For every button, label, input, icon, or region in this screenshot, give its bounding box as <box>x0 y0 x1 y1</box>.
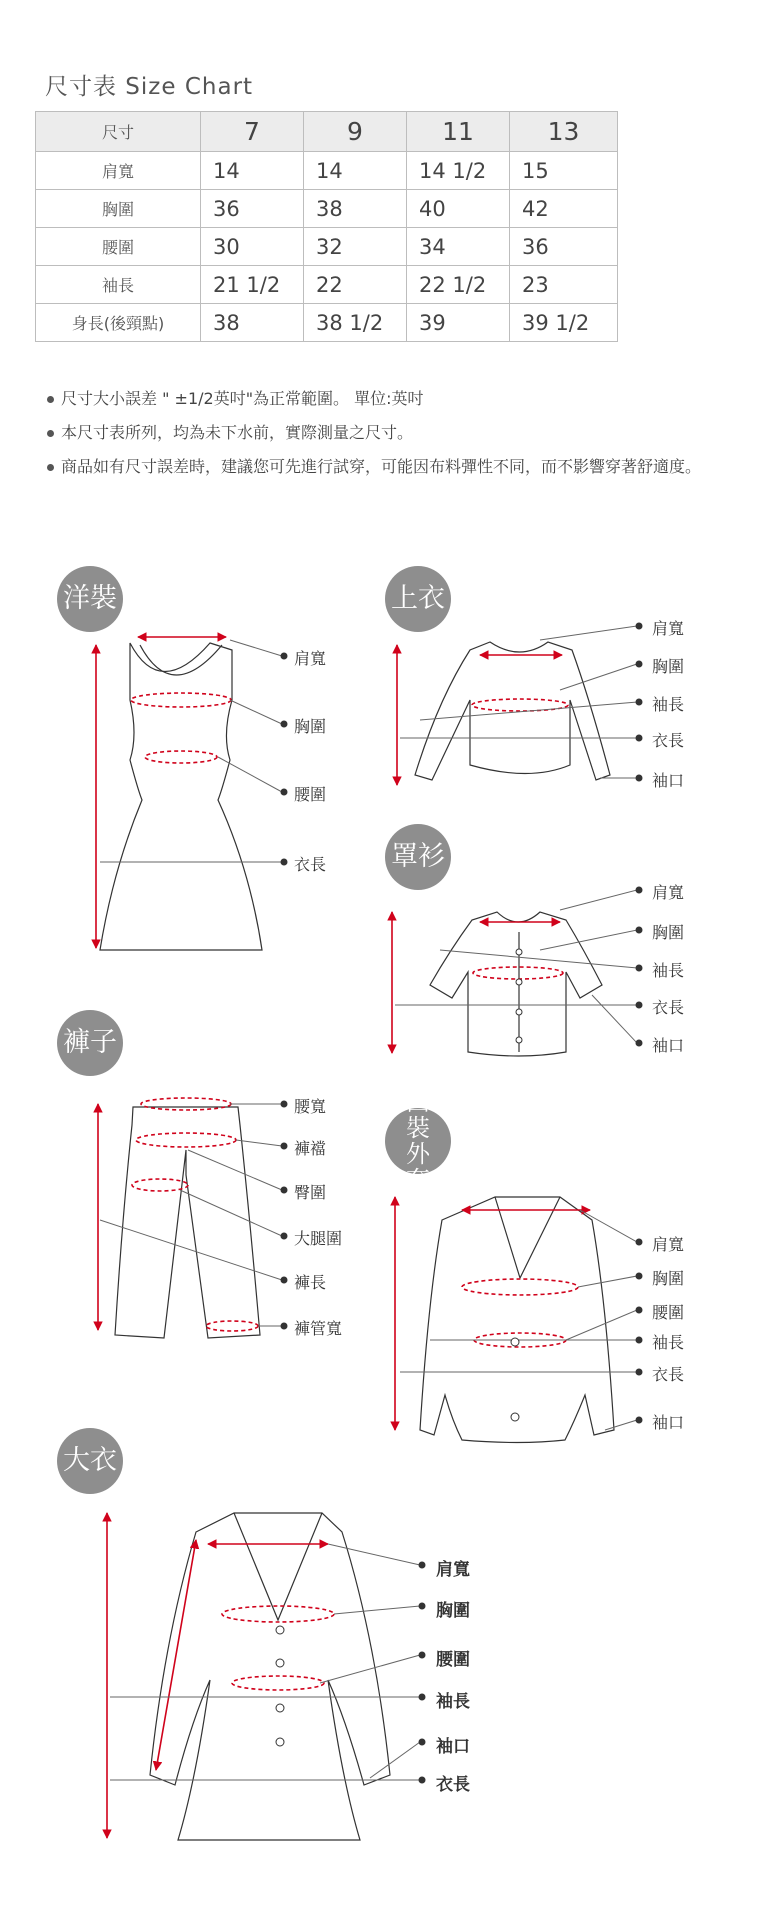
table-cell: 14 1/2 <box>407 152 510 190</box>
row-label: 身長(後頸點) <box>36 304 201 342</box>
suit-label: 袖口 <box>652 1413 685 1432</box>
suit-label: 袖長 <box>652 1333 685 1352</box>
top-label: 肩寬 <box>652 619 685 638</box>
table-cell: 23 <box>510 266 618 304</box>
coat-label: 胸圍 <box>436 1601 470 1621</box>
top-label: 胸圍 <box>652 657 685 676</box>
dress-label: 衣長 <box>294 855 327 874</box>
blouse-badge: 罩衫 <box>385 824 451 890</box>
table-cell: 40 <box>407 190 510 228</box>
suit-label: 衣長 <box>652 1365 685 1384</box>
blouse-outline <box>430 912 602 1056</box>
table-cell: 38 <box>304 190 407 228</box>
suit-label: 胸圍 <box>652 1269 685 1288</box>
pants-label: 腰寬 <box>294 1097 327 1116</box>
pants-label: 褲管寬 <box>294 1319 343 1338</box>
suit-label: 肩寬 <box>652 1235 685 1254</box>
row-label: 肩寬 <box>36 152 201 190</box>
top-label: 袖長 <box>652 695 685 714</box>
suit-outline <box>420 1197 614 1443</box>
table-cell: 14 <box>304 152 407 190</box>
header-cell: 7 <box>201 112 304 152</box>
table-cell: 39 1/2 <box>510 304 618 342</box>
top-label: 袖口 <box>652 771 685 790</box>
top-badge: 上衣 <box>385 566 451 632</box>
table-cell: 32 <box>304 228 407 266</box>
header-cell: 尺寸 <box>36 112 201 152</box>
coat-label: 肩寬 <box>436 1560 470 1580</box>
note-item: 商品如有尺寸誤差時，建議您可先進行試穿，可能因布料彈性不同，而不影響穿著舒適度。 <box>45 456 725 478</box>
coat-label: 袖口 <box>436 1737 470 1757</box>
row-label: 胸圍 <box>36 190 201 228</box>
blouse-label: 衣長 <box>652 998 685 1017</box>
note-item: 本尺寸表所列，均為未下水前，實際測量之尺寸。 <box>45 422 725 444</box>
dress-label: 肩寬 <box>294 649 327 668</box>
table-cell: 38 <box>201 304 304 342</box>
suit-badge: 西裝外套 <box>385 1108 451 1174</box>
row-label: 腰圍 <box>36 228 201 266</box>
coat-label: 衣長 <box>436 1775 470 1795</box>
table-cell: 22 <box>304 266 407 304</box>
table-cell: 36 <box>201 190 304 228</box>
dress-label: 腰圍 <box>294 785 327 804</box>
table-cell: 34 <box>407 228 510 266</box>
table-cell: 42 <box>510 190 618 228</box>
pants-label: 褲襠 <box>294 1139 327 1158</box>
dress-badge: 洋裝 <box>57 566 123 632</box>
table-cell: 15 <box>510 152 618 190</box>
header-cell: 11 <box>407 112 510 152</box>
table-cell: 39 <box>407 304 510 342</box>
blouse-label: 袖口 <box>652 1036 685 1055</box>
dress-outline <box>100 643 262 950</box>
table-cell: 38 1/2 <box>304 304 407 342</box>
blouse-label: 袖長 <box>652 961 685 980</box>
pants-label: 臀圍 <box>294 1183 327 1202</box>
blouse-label: 胸圍 <box>652 923 685 942</box>
header-cell: 9 <box>304 112 407 152</box>
table-cell: 21 1/2 <box>201 266 304 304</box>
table-cell: 30 <box>201 228 304 266</box>
dress-label: 胸圍 <box>294 717 327 736</box>
row-label: 袖長 <box>36 266 201 304</box>
table-cell: 14 <box>201 152 304 190</box>
blouse-label: 肩寬 <box>652 883 685 902</box>
top-label: 衣長 <box>652 731 685 750</box>
header-cell: 13 <box>510 112 618 152</box>
table-cell: 36 <box>510 228 618 266</box>
coat-label: 腰圍 <box>436 1650 470 1670</box>
coat-badge: 大衣 <box>57 1428 123 1494</box>
table-cell: 22 1/2 <box>407 266 510 304</box>
coat-label: 袖長 <box>436 1692 470 1712</box>
page-title: 尺寸表 Size Chart <box>45 74 254 100</box>
pants-badge: 褲子 <box>57 1010 123 1076</box>
pants-label: 褲長 <box>294 1273 327 1292</box>
note-item: 尺寸大小誤差 " ±1/2英吋"為正常範圍。 單位:英吋 <box>45 388 725 410</box>
suit-label: 腰圍 <box>652 1303 685 1322</box>
pants-label: 大腿圍 <box>294 1229 343 1248</box>
